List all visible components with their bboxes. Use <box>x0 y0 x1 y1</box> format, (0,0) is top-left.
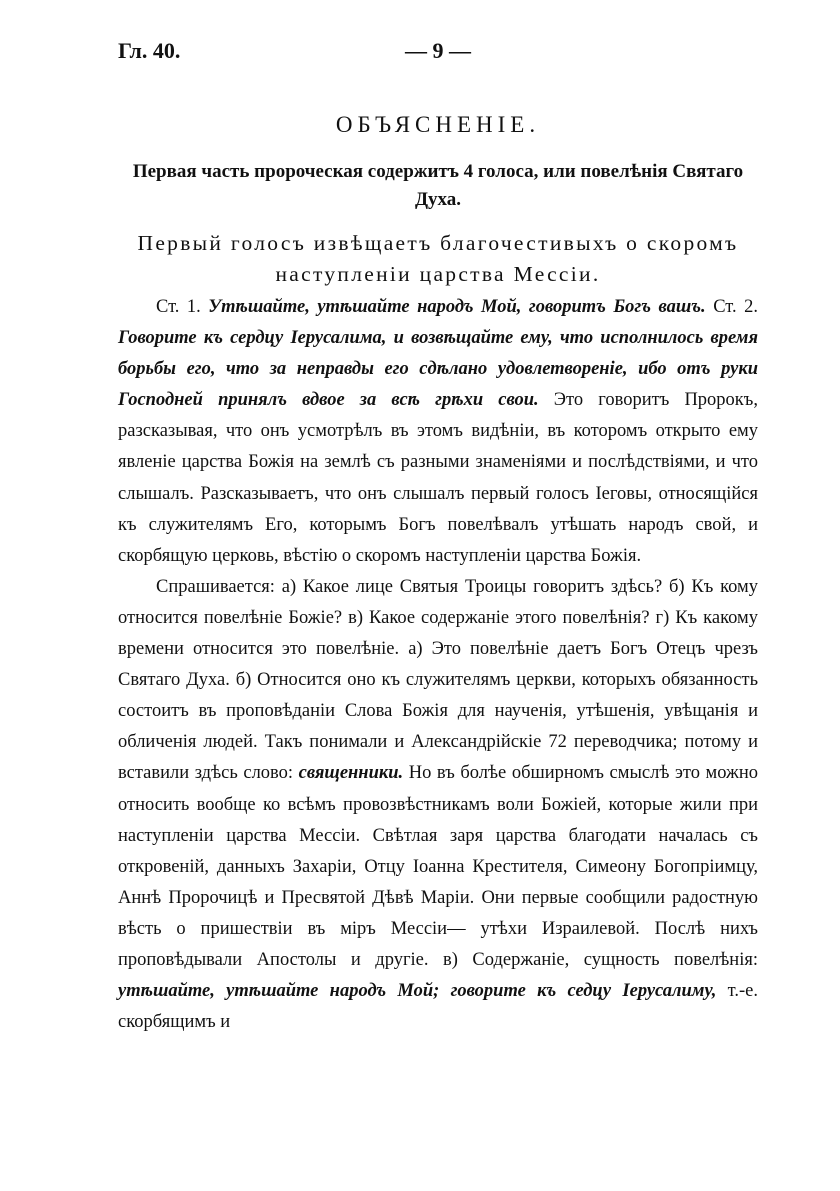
voice-heading: Первый голосъ извѣщаетъ благочестивыхъ о скоромъ наступленіи царства Мессіи. <box>137 231 739 286</box>
section-subtitle: Первая часть пророческая содержитъ 4 голоса, или повелѣнія Святаго Духа. <box>132 161 744 210</box>
commentary-text: Спрашивается: а) Какое лице Святыя Троицы говоритъ здѣсь? б) Къ кому относится повелѣніе Божіе? в) Какое содержаніе этого повелѣнія? г) Къ какому времени относится это повелѣніе. а) Это повелѣніе даетъ Богъ Отецъ чрезъ Святаго Духа. б) Относится оно къ служителямъ церкви, которыхъ обязанность состоитъ въ проповѣданіи Слова Божія для наученія, утѣшенія, увѣщанія и обличенія людей. Такъ понимали и Александрійскіе 72 переводчика; потому и вставили здѣсь слово: <box>118 576 758 784</box>
commentary-text: Это говоритъ Пророкъ, разсказывая, что онъ усмотрѣлъ въ этомъ видѣніи, въ которомъ открыто ему явленіе царства Божія на землѣ съ разными знаменіями и послѣдствіями, и что слышалъ. Разсказываетъ, что онъ слышалъ первый голосъ Іеговы, относящійся къ служителямъ Его, которымъ Богъ повелѣвалъ утѣшать народъ свой, и скорбящую церковь, вѣстію о скоромъ наступленіи царства Божія. <box>118 390 758 566</box>
commentary-text: Но въ болѣе обширномъ смыслѣ это можно относить вообще ко всѣмъ провозвѣстникамъ воли Божіей, которые жили при наступленіи царства Мессіи. Свѣтлая заря царства благодати началась съ откровеній, данныхъ Захаріи, Отцу Іоанна Крестителя, Симеону Богопріимцу, Аннѣ Пророчицѣ и Пресвятой Дѣвѣ Маріи. Они первые сообщили радостную вѣсть о пришествіи въ міръ Мессіи— утѣхи Израилевой. Послѣ нихъ проповѣдывали Апостолы и другіе. в) Содержаніе, сущность повелѣнія: <box>118 763 758 970</box>
scripture-quote: Говорите къ сердцу Іерусалима, и возвѣщайте ему, что исполнилось время борьбы его, что за неправды его сдѣлано удовлетвореніе, ибо отъ руки Господней принялъ вдвое за всѣ грѣхи свои. <box>118 328 758 411</box>
section-title: ОБЪЯСНЕНІЕ. <box>335 112 541 137</box>
commentary-text: т.-е. скорбящимъ и <box>118 981 759 1033</box>
running-header <box>118 38 758 70</box>
body-text <box>118 292 758 1038</box>
scripture-quote: утѣшайте, утѣшайте народъ Мой; говорите къ седцу Іерусалиму, <box>118 981 717 1002</box>
paragraph-1 <box>118 292 758 572</box>
paragraph-2 <box>118 572 758 1038</box>
verse-marker: Ст. 2. <box>705 297 758 317</box>
emphasized-word: священники. <box>298 763 404 784</box>
verse-marker: Ст. 1. <box>156 297 209 317</box>
scripture-quote: Утѣшайте, утѣшайте народъ Мой, говоритъ Богъ вашъ. <box>208 297 706 317</box>
page-number: — 9 — <box>405 38 471 63</box>
chapter-label: Гл. 40. <box>118 38 181 63</box>
